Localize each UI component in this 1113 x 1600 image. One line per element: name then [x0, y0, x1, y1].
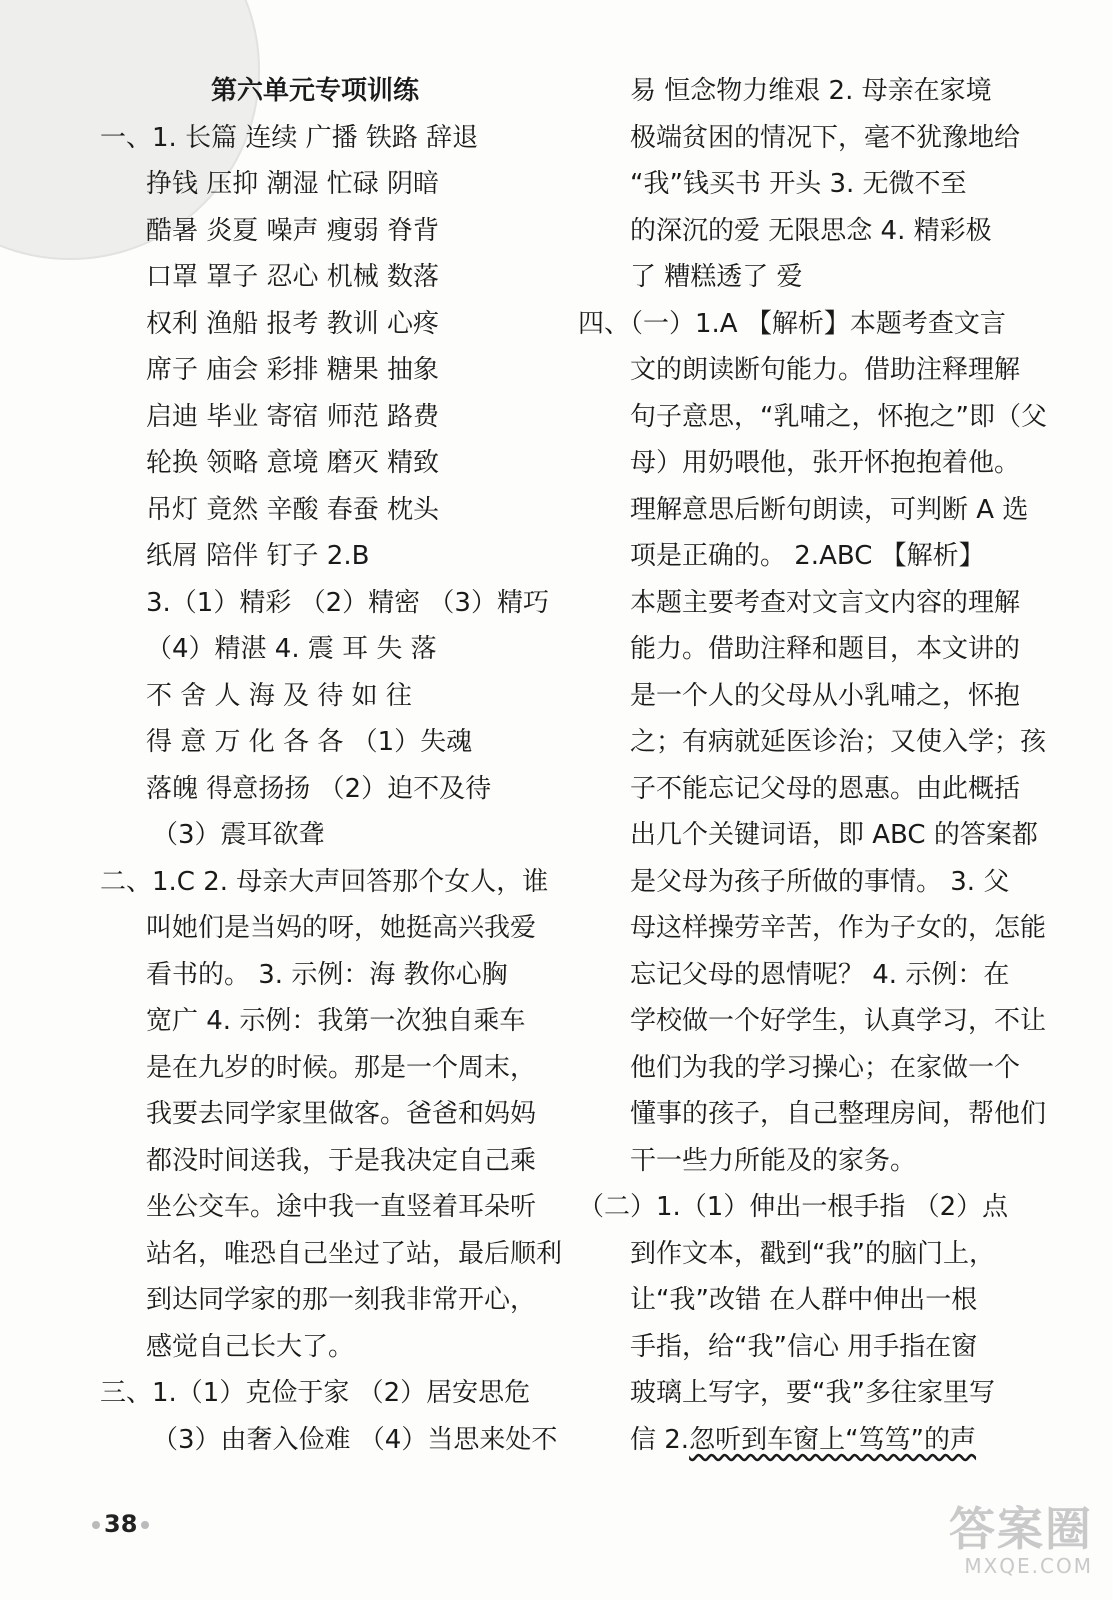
dot-icon: [141, 1521, 149, 1529]
text-line: 四、（一）1.A 【解析】本题考查文言: [578, 308, 1006, 339]
text-line: 玻璃上写字，要“我”多往家里写: [630, 1378, 995, 1408]
text-line: 母）用奶喂他，张开怀抱抱着他。: [630, 448, 1021, 478]
text-line: 三、1.（1）克俭于家 （2）居安思危: [100, 1378, 531, 1408]
left-column: [100, 68, 580, 1463]
text-line: 出几个关键词语，即 ABC 的答案都: [630, 820, 1038, 850]
text-line: 叫她们是当妈的呀，她挺高兴我爱: [146, 913, 537, 943]
text-line: 是在九岁的时候。那是一个周末，: [146, 1052, 537, 1083]
watermark-sub: MXQE.COM: [964, 1554, 1093, 1578]
right-column: [578, 68, 1058, 1463]
text-line: 句子意思，“乳哺之，怀抱之”即（父: [630, 401, 1047, 432]
dot-icon: [92, 1521, 100, 1529]
text-line: 到作文本，戳到“我”的脑门上，: [630, 1238, 995, 1269]
wavy-underlined-text: 忽听到车窗上“笃笃”的声: [689, 1424, 977, 1455]
text-line: 挣钱 压抑 潮湿 忙碌 阴暗: [146, 169, 440, 199]
text-line: 看书的。 3. 示例：海 教你心胸: [146, 959, 508, 990]
page-title: 第六单元专项训练: [210, 76, 419, 106]
text-line: 感觉自己长大了。: [146, 1331, 355, 1362]
text-line: 理解意思后断句朗读，可判断 A 选: [630, 494, 1029, 525]
text-line: 酷暑 炎夏 噪声 瘦弱 脊背: [146, 215, 440, 246]
text-line: 让“我”改错 在人群中伸出一根: [630, 1285, 978, 1315]
page-number: [88, 1510, 168, 1550]
text-line: 吊灯 竟然 辛酸 春蚕 枕头: [146, 494, 440, 525]
text-line: 我要去同学家里做客。爸爸和妈妈: [146, 1099, 537, 1129]
text-line: 母这样操劳辛苦，作为子女的，怎能: [630, 913, 1047, 943]
text-line: 极端贫困的情况下，毫不犹豫地给: [630, 122, 1021, 153]
text-line: 权利 渔船 报考 教训 心疼: [146, 308, 440, 339]
text-line: 一、1. 长篇 连续 广播 铁路 辞退: [100, 122, 479, 153]
watermark: [923, 1504, 1093, 1584]
text-line: 了 糟糕透了 爱: [630, 262, 803, 292]
text-line: 启迪 毕业 寄宿 师范 路费: [146, 401, 440, 432]
text-line: 项是正确的。 2.ABC 【解析】: [630, 541, 985, 571]
text-line: 文的朗读断句能力。借助注释理解: [630, 355, 1021, 385]
text-line: 不 舍 人 海 及 待 如 往: [146, 680, 412, 711]
text-line: 是父母为孩子所做的事情。 3. 父: [630, 866, 1010, 897]
text-line: （3）震耳欲聋: [152, 820, 325, 850]
text-line: 手指，给“我”信心 用手指在窗: [630, 1331, 978, 1362]
text-line: 易 恒念物力维艰 2. 母亲在家境: [630, 76, 992, 106]
text-line: 干一些力所能及的家务。: [630, 1145, 917, 1176]
text-line: 子不能忘记父母的恩惠。由此概括: [630, 773, 1021, 804]
text-line: 他们为我的学习操心；在家做一个: [630, 1052, 1021, 1083]
text-line: 宽广 4. 示例：我第一次独自乘车: [146, 1006, 526, 1036]
text-line: （3）由奢入俭难 （4）当思来处不: [152, 1424, 558, 1455]
text-line: [578, 1417, 1058, 1464]
text-line: 学校做一个好学生，认真学习，不让: [630, 1006, 1047, 1036]
page-number-text: 38: [104, 1510, 138, 1538]
text-line: 口罩 罩子 忍心 机械 数落: [146, 262, 440, 292]
text-line: “我”钱买书 开头 3. 无微不至: [630, 169, 967, 199]
text-line: 落魄 得意扬扬 （2）迫不及待: [146, 773, 492, 804]
text-line: 二、1.C 2. 母亲大声回答那个女人，谁: [100, 866, 549, 897]
text-line: 得 意 万 化 各 各 （1）失魂: [146, 727, 473, 757]
text-line: 忘记父母的恩情呢？ 4. 示例：在: [630, 959, 1010, 990]
text-line: 席子 庙会 彩排 糖果 抽象: [146, 355, 440, 385]
text-line: 的深沉的爱 无限思念 4. 精彩极: [630, 215, 992, 246]
text-line: （二）1.（1）伸出一根手指 （2）点: [578, 1192, 1009, 1222]
text-line: 3.（1）精彩 （2）精密 （3）精巧: [146, 587, 549, 618]
text-line: 之；有病就延医诊治；又使入学；孩: [630, 727, 1047, 757]
text-line: 本题主要考查对文言文内容的理解: [630, 587, 1021, 618]
text-line: 站名，唯恐自己坐过了站，最后顺利: [146, 1238, 563, 1269]
watermark-main: 答案圈: [949, 1502, 1093, 1556]
text-line: 到达同学家的那一刻我非常开心，: [146, 1285, 537, 1315]
text-line: 懂事的孩子，自己整理房间，帮他们: [630, 1099, 1047, 1129]
text-line: 都没时间送我，于是我决定自己乘: [146, 1145, 537, 1176]
text-line: 能力。借助注释和题目，本文讲的: [630, 634, 1021, 664]
text-line: 坐公交车。途中我一直竖着耳朵听: [146, 1192, 537, 1222]
text-line: 轮换 领略 意境 磨灭 精致: [146, 448, 440, 478]
text-line: （4）精湛 4. 震 耳 失 落: [146, 634, 437, 664]
text-line: 纸屑 陪伴 钉子 2.B: [146, 541, 370, 571]
text-line: 是一个人的父母从小乳哺之，怀抱: [630, 680, 1021, 711]
text-segment: 信 2.: [630, 1424, 690, 1455]
